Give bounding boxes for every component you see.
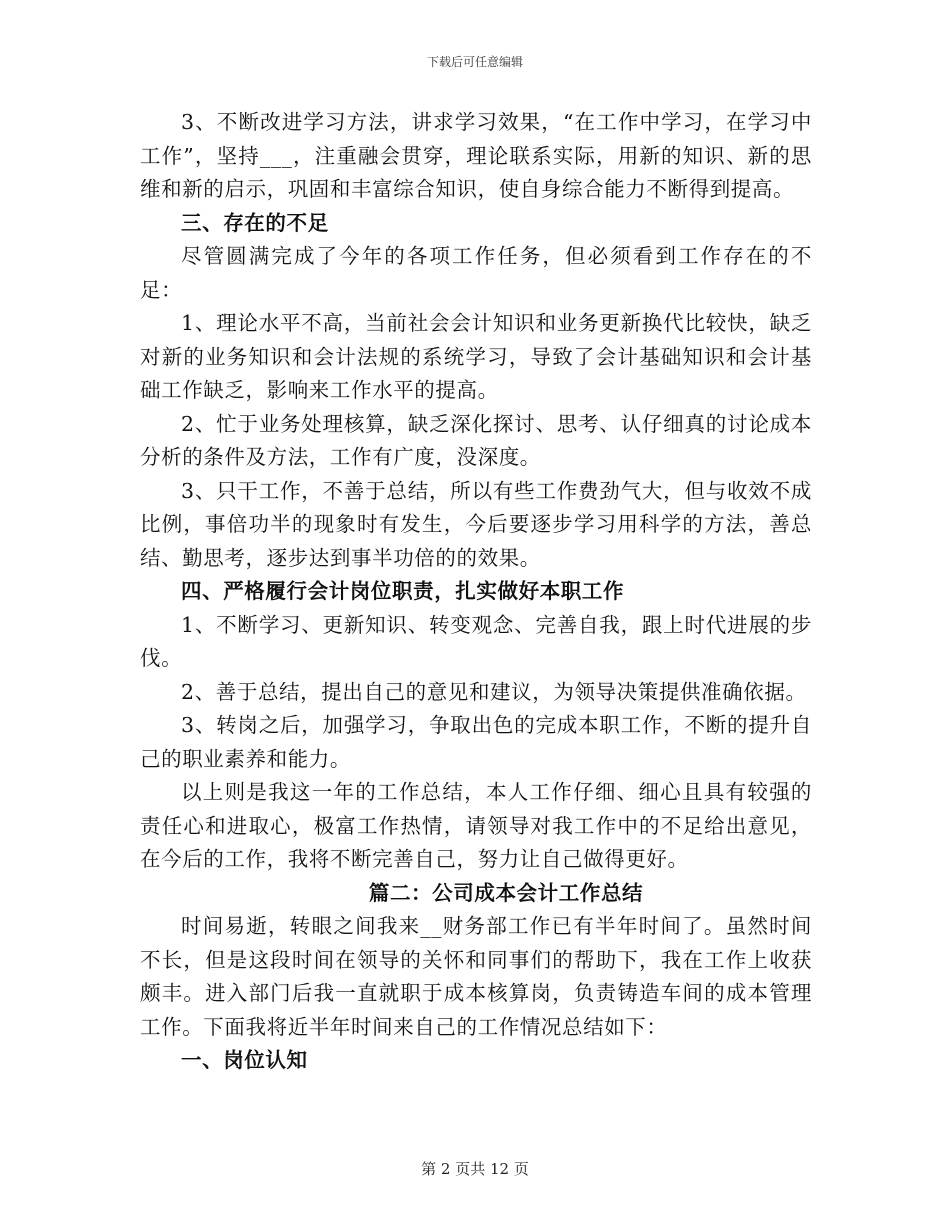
header-note: 下载后可任意编辑 — [426, 55, 523, 69]
page-number-footer: 第 2 页共 12 页 — [421, 1160, 529, 1178]
section-heading-shortcomings: 三、存在的不足 — [181, 210, 329, 235]
section-heading-duties: 四、严格履行会计岗位职责，扎实做好本职工作 — [181, 579, 625, 603]
article-title-part-two: 篇二：公司成本会计工作总结 — [368, 880, 644, 905]
paragraph-shortcoming-1: 1、理论水平不高，当前社会会计知识和业务更新换代比较快，缺乏对新的业务知识和会计法规的系统学习，导致了会计基础知识和会计基础工作缺乏，影响来工作水平的提高。 — [140, 311, 812, 402]
paragraph-shortcoming-3: 3、只干工作，不善于总结，所以有些工作费劲气大，但与收效不成比例，事倍功半的现象时有发生，今后要逐步学习用科学的方法，善总结、勤思考，逐步达到事半功倍的的效果。 — [140, 478, 812, 570]
document-body — [140, 106, 812, 1078]
paragraph-duty-3: 3、转岗之后，加强学习，争取出色的完成本职工作，不断的提升自己的职业素养和能力。 — [140, 713, 812, 771]
paragraph-duty-1: 1、不断学习、更新知识、转变观念、完善自我，跟上时代进展的步伐。 — [140, 612, 812, 670]
paragraph-conclusion: 以上则是我这一年的工作总结，本人工作仔细、细心且具有较强的责任心和进取心，极富工作热情，请领导对我工作中的不足给出意见，在今后的工作，我将不断完善自己，努力让自己做得更好。 — [140, 780, 812, 871]
paragraph-shortcomings-intro: 尽管圆满完成了今年的各项工作任务，但必须看到工作存在的不足： — [140, 244, 812, 302]
section-heading-role-awareness: 一、岗位认知 — [181, 1048, 308, 1072]
paragraph-part-two-intro: 时间易逝，转眼之间我来__财务部工作已有半年时间了。虽然时间不长，但是这段时间在领导的关怀和同事们的帮助下，我在工作上收获颇丰。进入部门后我一直就职于成本核算岗，负责铸造车间的成本管理工作。下面我将近半年时间来自己的工作情况总结如下： — [140, 914, 812, 1039]
paragraph-shortcoming-2: 2、忙于业务处理核算，缺乏深化探讨、思考、认仔细真的讨论成本分析的条件及方法，工作有广度，没深度。 — [140, 411, 812, 469]
paragraph-item-3-method: 3、不断改进学习方法，讲求学习效果，“在工作中学习，在学习中工作”，坚持___，注重融会贯穿，理论联系实际，用新的知识、新的思维和新的启示，巩固和丰富综合知识，使自身综合能力不断得到提高。 — [140, 110, 812, 201]
paragraph-duty-2: 2、善于总结，提出自己的意见和建议，为领导决策提供准确依据。 — [181, 679, 807, 704]
